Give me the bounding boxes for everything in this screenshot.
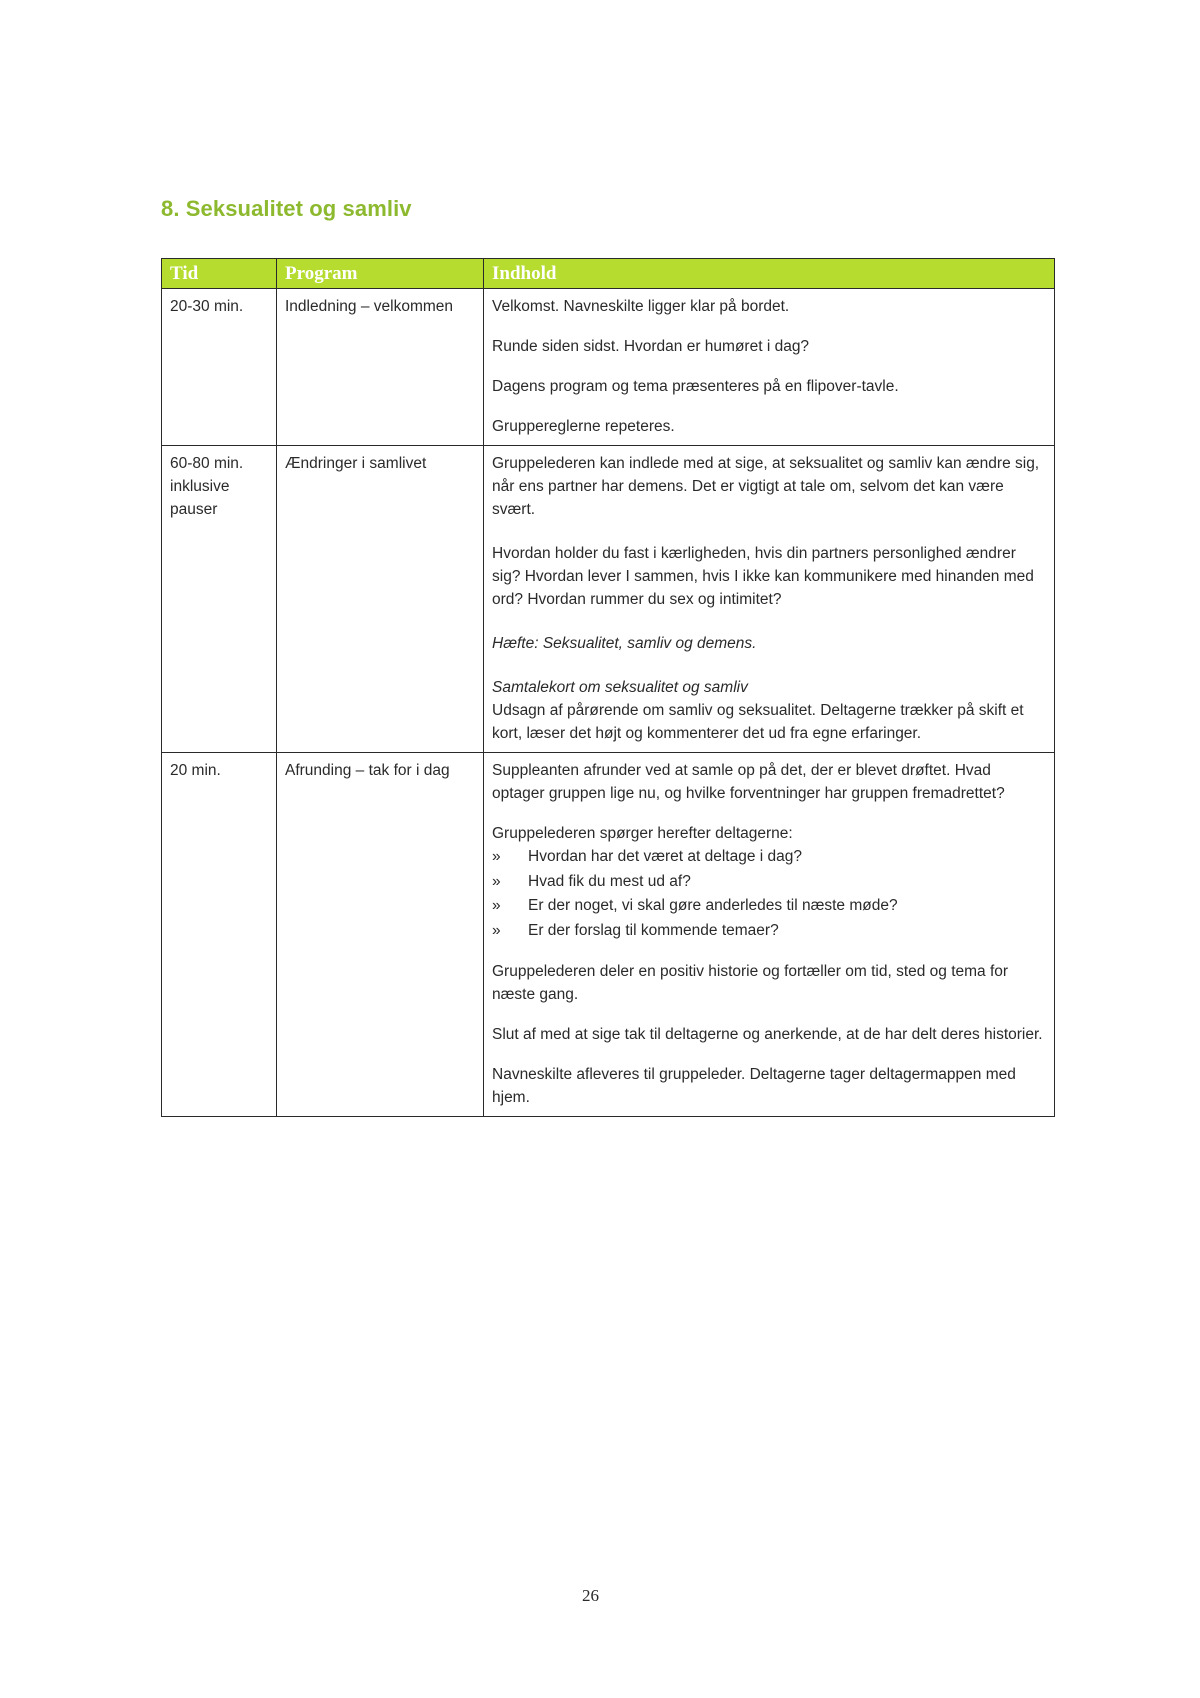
row-program: Afrunding – tak for i dag [277, 753, 484, 1117]
header-program: Program [277, 259, 484, 289]
content-paragraph: Hvordan holder du fast i kærligheden, hvis din partners personlighed ændrer sig? Hvordan lever I sammen, hvis I ikke kan kommunikere med hinanden med ord? Hvordan rummer du sex og intimitet? [492, 545, 1034, 608]
bullet-marker: » [492, 921, 501, 939]
list-item [492, 845, 1046, 870]
row-program: Indledning – velkommen [277, 289, 484, 446]
booklet-reference: Hæfte: Seksualitet, samliv og demens. [492, 635, 757, 652]
header-time: Tid [162, 259, 277, 289]
list-item [492, 894, 1046, 919]
page-title: 8. Seksualitet og samliv [161, 196, 412, 221]
content-paragraph: Gruppereglerne repeteres. [492, 418, 675, 435]
content-paragraph: Suppleanten afrunder ved at samle op på det, der er blevet drøftet. Hvad optager gruppen lige nu, og hvilke forventninger har gruppen fremadrettet? [492, 762, 1005, 802]
content-paragraph: Navneskilte afleveres til gruppeleder. Deltagerne tager deltagermappen med hjem. [492, 1066, 1016, 1106]
content-paragraph: Gruppelederen deler en positiv historie og fortæller om tid, sted og tema for næste gang. [492, 963, 1009, 1003]
row-content [484, 289, 1055, 446]
list-item-text: Er der forslag til kommende temaer? [528, 921, 779, 939]
content-paragraph: Velkomst. Navneskilte ligger klar på bordet. [492, 298, 790, 315]
content-paragraph: Udsagn af pårørende om samliv og seksualitet. Deltagerne trækker på skift et kort, læser det højt og kommenterer det ud fra egne erfaringer. [492, 702, 1024, 742]
header-content: Indhold [484, 259, 1055, 289]
table-row [162, 753, 1055, 1117]
content-paragraph: Dagens program og tema præsenteres på en flipover-tavle. [492, 378, 899, 395]
row-time: 20 min. [162, 753, 277, 1117]
question-list [492, 845, 1046, 943]
list-item-text: Hvad fik du mest ud af? [528, 872, 691, 890]
list-item-text: Er der noget, vi skal gøre anderledes til næste møde? [528, 897, 898, 914]
bullet-marker: » [492, 872, 501, 890]
row-time: 20-30 min. [162, 289, 277, 446]
row-content [484, 446, 1055, 753]
row-time: 60-80 min. inklusive pauser [162, 446, 277, 753]
row-content [484, 753, 1055, 1117]
content-paragraph: Runde siden sidst. Hvordan er humøret i dag? [492, 338, 810, 355]
list-item [492, 919, 1046, 944]
table-header-row [162, 259, 1055, 289]
content-paragraph: Gruppelederen kan indlede med at sige, at seksualitet og samliv kan ændre sig, når ens partner har demens. Det er vigtigt at tale om, selvom det kan være svært. [492, 455, 1040, 518]
conversation-cards-title: Samtalekort om seksualitet og samliv [492, 679, 748, 696]
list-item [492, 870, 1046, 895]
content-paragraph: Slut af med at sige tak til deltagerne og anerkende, at de har delt deres historier. [492, 1026, 1043, 1043]
list-item-text: Hvordan har det været at deltage i dag? [528, 848, 803, 865]
program-table [161, 258, 1055, 1117]
bullet-marker: » [492, 897, 501, 914]
table-row [162, 446, 1055, 753]
content-paragraph: Gruppelederen spørger herefter deltagerne: [492, 825, 793, 842]
bullet-marker: » [492, 848, 501, 865]
row-program: Ændringer i samlivet [277, 446, 484, 753]
page-number: 26 [582, 1586, 599, 1605]
table-row [162, 289, 1055, 446]
